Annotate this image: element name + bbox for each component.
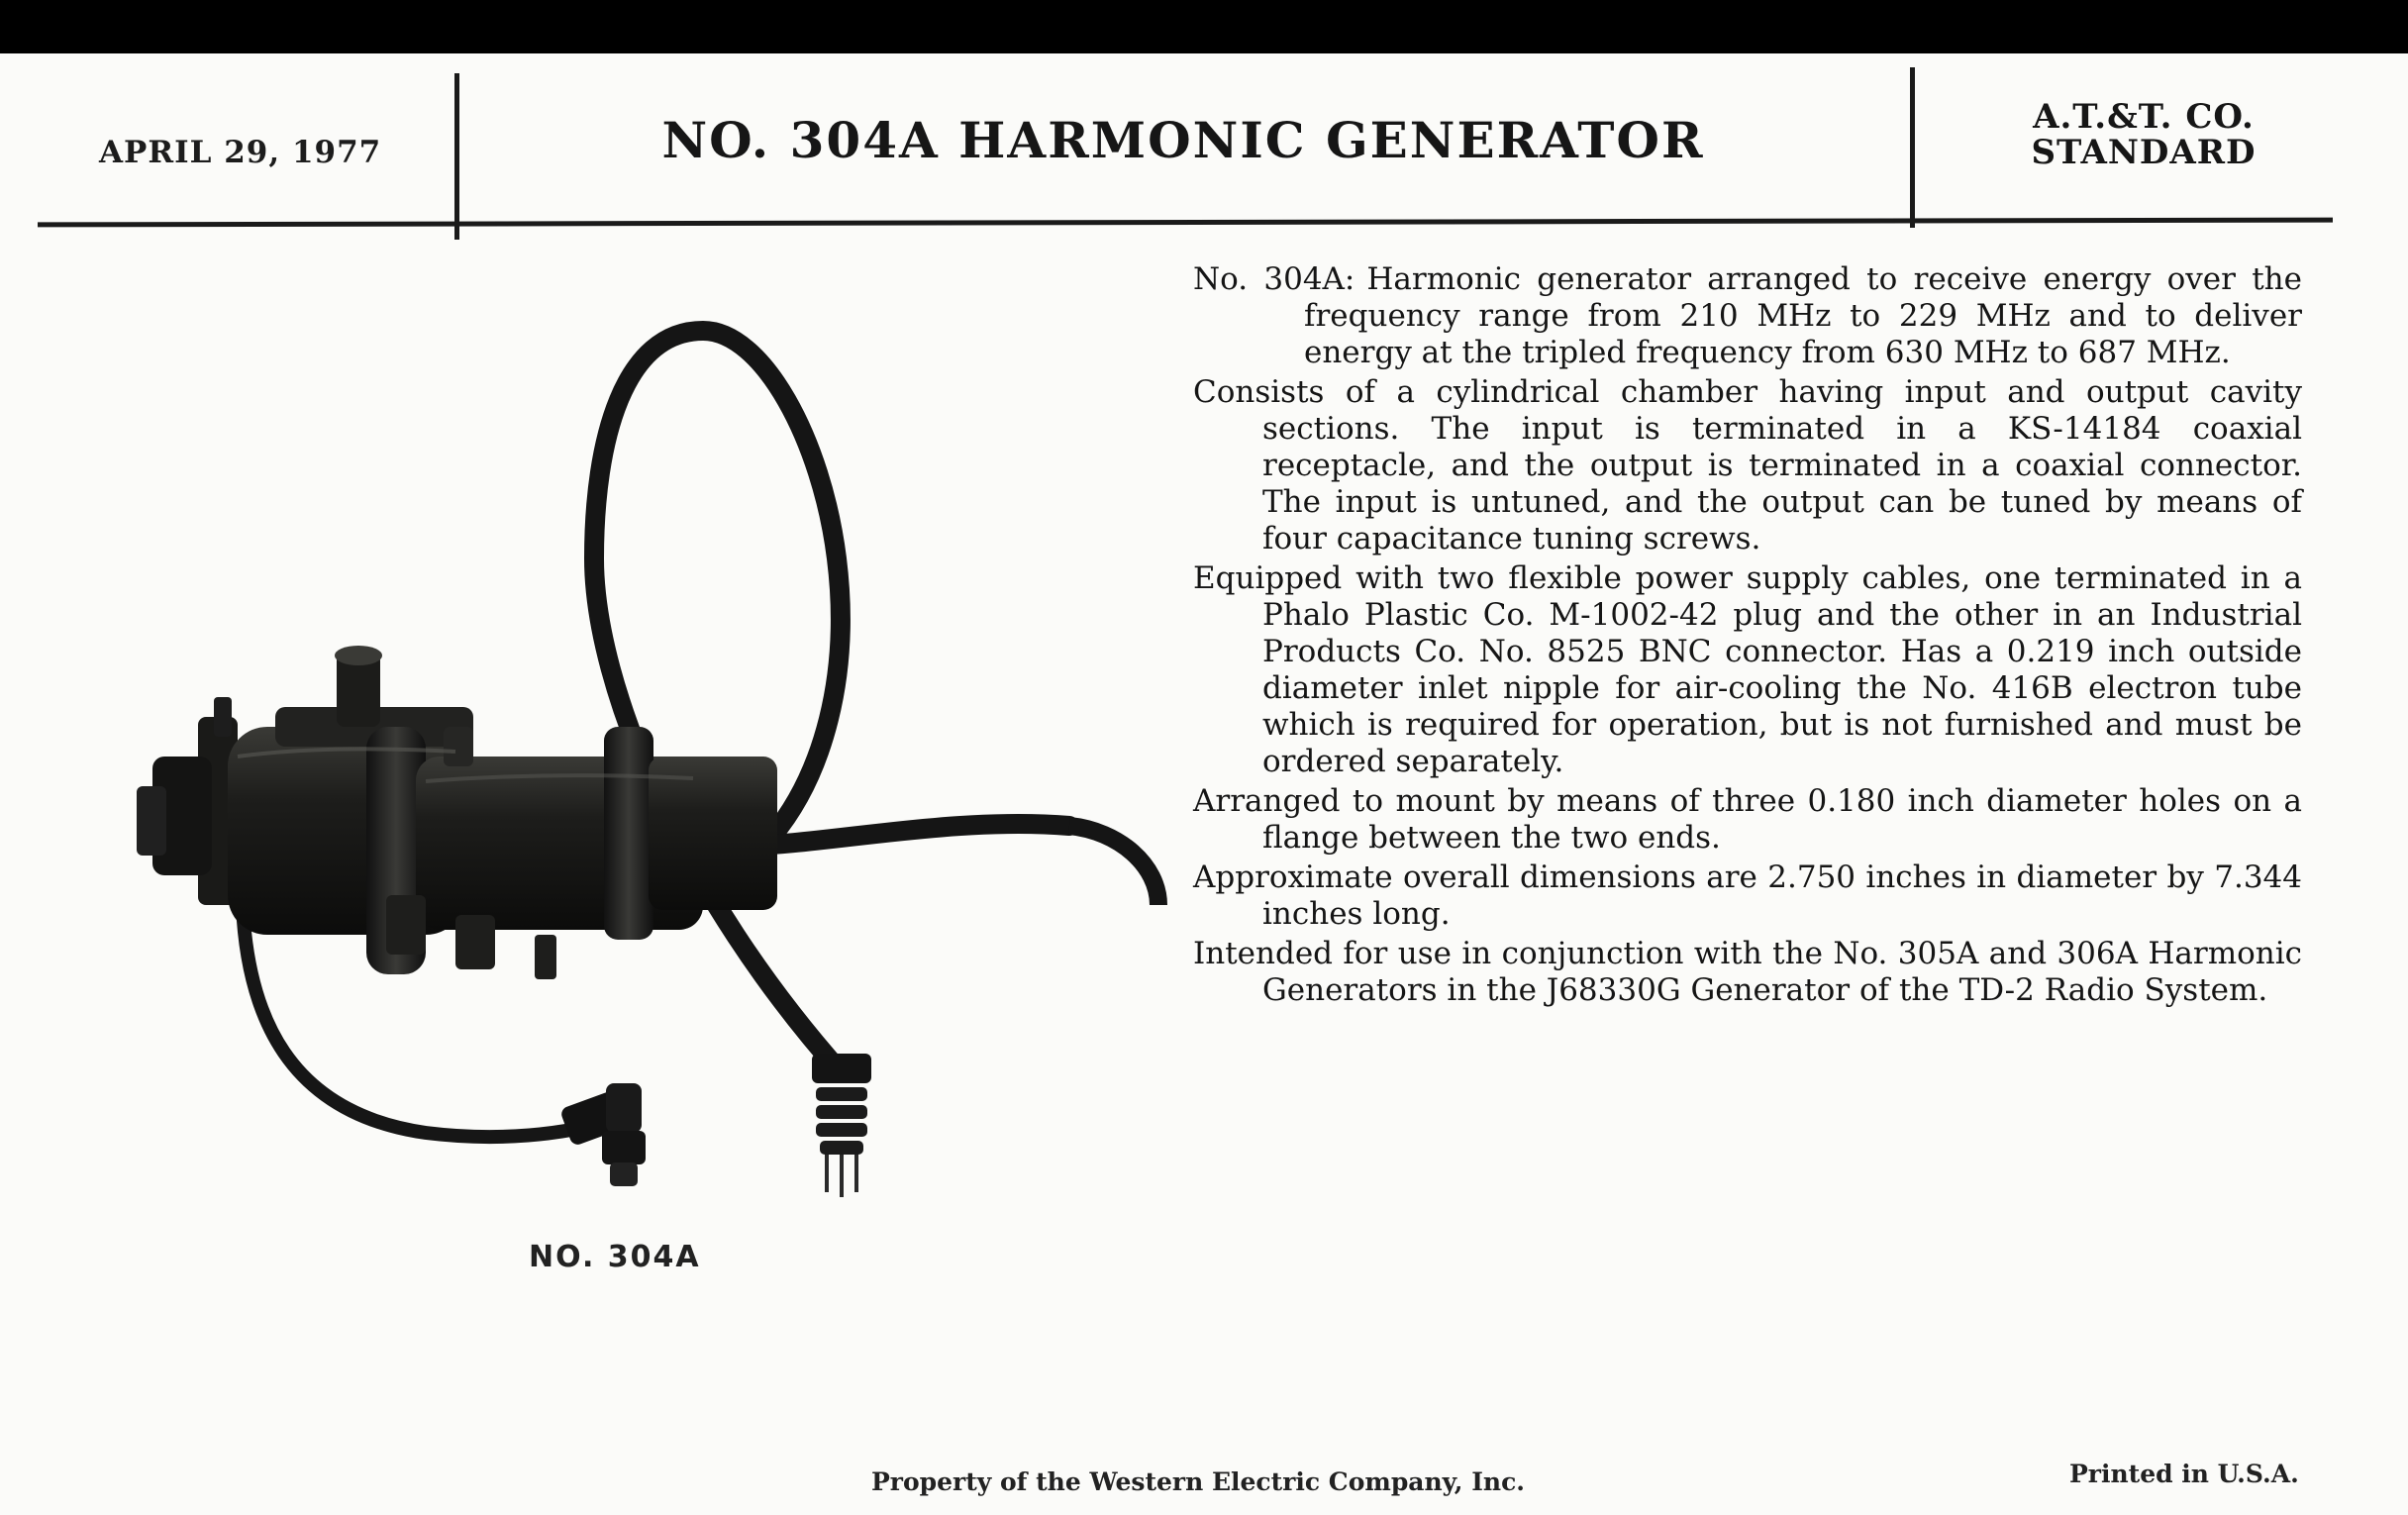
description-paragraph: Approximate overall dimensions are 2.750 inches in diameter by 7.344 inches long. xyxy=(1193,859,2302,932)
description-text: Harmonic generator arranged to receive energy over the frequency range from 210 MHz to 229 MHz and to deliver energy at the tripled frequency from 630 MHz to 687 MHz. xyxy=(1304,261,2302,370)
description xyxy=(1193,261,2302,1012)
footer-property: Property of the Western Electric Company, Inc. xyxy=(871,1467,1526,1496)
header-date: APRIL 29, 1977 xyxy=(99,135,382,170)
header-rule xyxy=(38,218,2333,228)
product-photo xyxy=(129,261,1178,1222)
plug-icon xyxy=(812,1054,871,1197)
description-paragraph: Equipped with two flexible power supply cables, one terminated in a Phalo Plastic Co. M-1002-42 plug and the other in an Industrial Products Co. No. 8525 BNC connector. Has a 0.219 inch outside diameter inlet nipple for air-cooling the No. 416B electron tube which is required for operation, but is not furnished and must be ordered separately. xyxy=(1193,560,2302,779)
header-divider-right xyxy=(1910,67,1915,228)
header-standard-line1: A.T.&T. CO. xyxy=(2033,97,2255,137)
footer-printed: Printed in U.S.A. xyxy=(2069,1460,2299,1488)
photo-caption: NO. 304A xyxy=(529,1240,701,1274)
description-paragraph: Intended for use in conjunction with the No. 305A and 306A Harmonic Generators in the J68330G Generator of the TD-2 Radio System. xyxy=(1193,936,2302,1008)
catalog-card xyxy=(0,53,2408,1515)
bnc-connector-icon xyxy=(559,1083,646,1186)
header-divider-left xyxy=(454,73,459,240)
header-standard xyxy=(1931,99,2357,170)
description-lead: No. 304A: xyxy=(1193,261,1355,297)
description-paragraph: Arranged to mount by means of three 0.180 inch diameter holes on a flange between the two ends. xyxy=(1193,783,2302,856)
description-paragraph xyxy=(1193,261,2302,371)
description-paragraph: Consists of a cylindrical chamber having input and output cavity sections. The input is terminated in a KS-14184 coaxial receptacle, and the output is terminated in a coaxial connector. The input is untuned, and the output can be tuned by means of four capacitance tuning screws. xyxy=(1193,374,2302,556)
page-title: NO. 304A HARMONIC GENERATOR xyxy=(661,111,1705,169)
header-standard-line2: STANDARD xyxy=(2031,133,2257,172)
